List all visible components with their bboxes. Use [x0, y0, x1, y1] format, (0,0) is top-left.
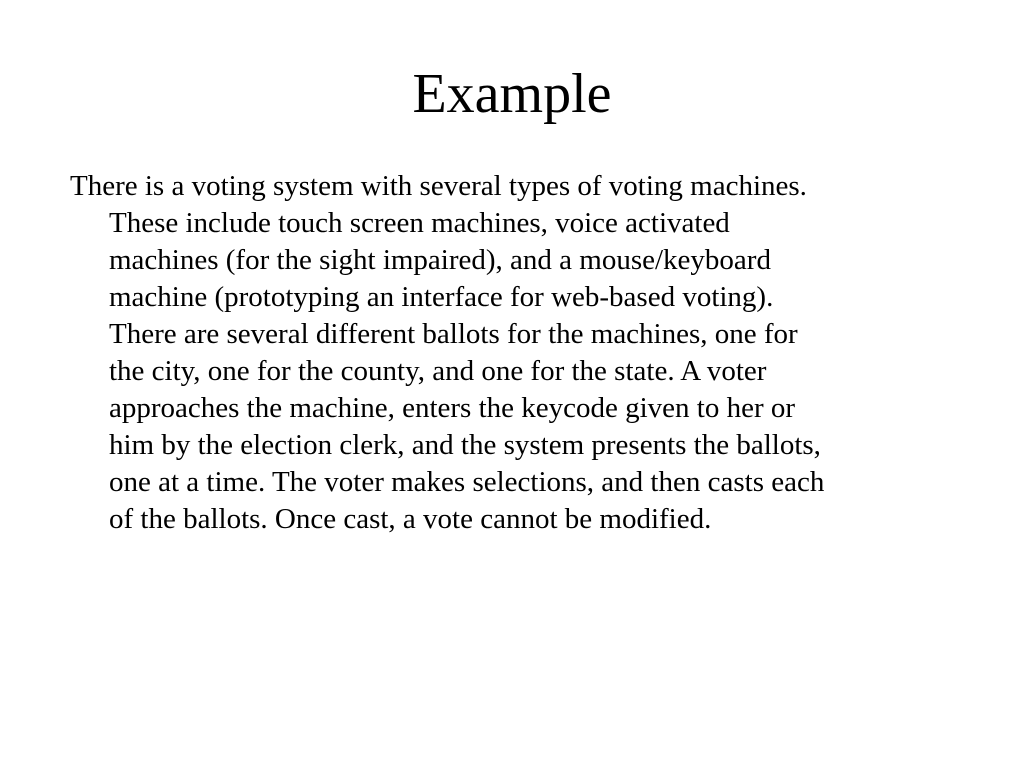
body-line-2: These include touch screen machines, voice activated: [109, 207, 730, 239]
slide-title: Example: [412, 63, 612, 125]
slide-body-paragraph: [70, 168, 960, 538]
body-line-4: machine (prototyping an interface for web-based voting).: [109, 281, 774, 313]
body-line-9: one at a time. The voter makes selections, and then casts each: [109, 466, 825, 498]
body-line-3: machines (for the sight impaired), and a mouse/keyboard: [109, 244, 771, 276]
body-line-1: There is a voting system with several types of voting machines.: [70, 170, 807, 202]
body-line-7: approaches the machine, enters the keycode given to her or: [109, 392, 796, 424]
body-line-8: him by the election clerk, and the system presents the ballots,: [109, 429, 821, 461]
body-line-6: the city, one for the county, and one for the state. A voter: [109, 355, 767, 387]
body-line-10: of the ballots. Once cast, a vote cannot be modified.: [109, 503, 712, 535]
body-line-5: There are several different ballots for the machines, one for: [109, 318, 798, 350]
